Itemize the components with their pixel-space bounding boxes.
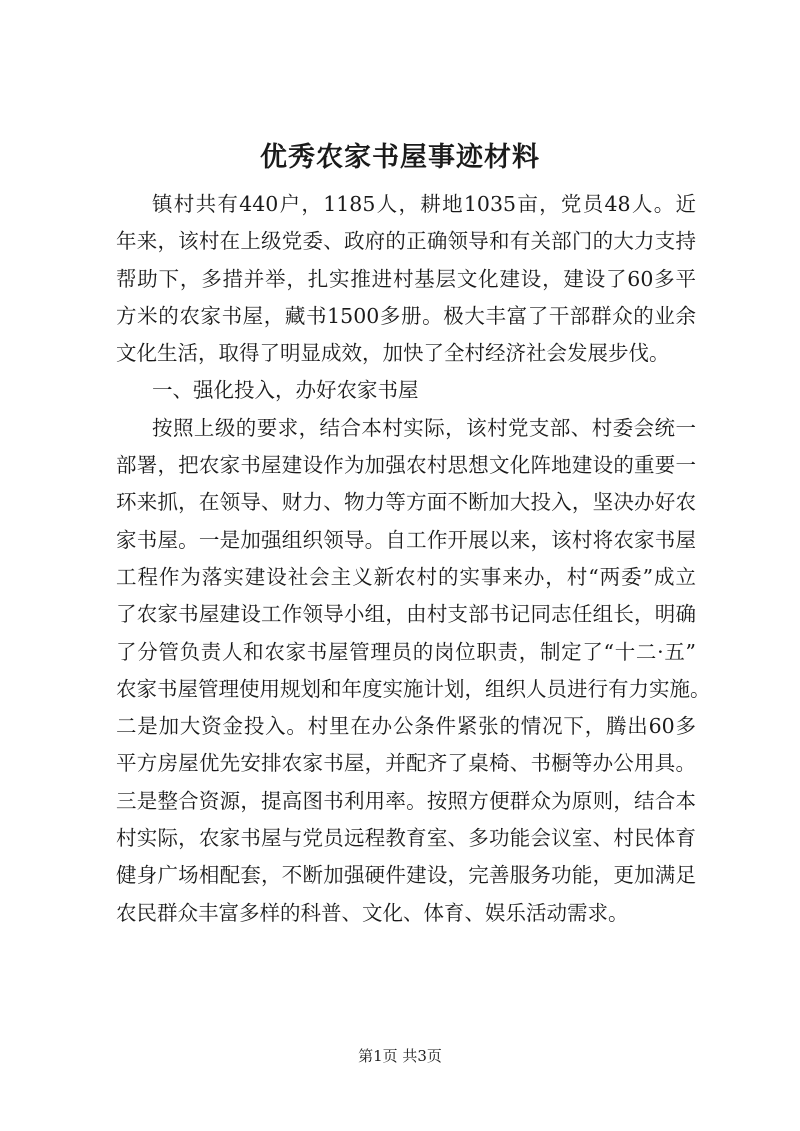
document-body <box>116 186 711 932</box>
paragraph-line: 了农家书屋建设工作领导小组，由村支部书记同志任组长，明确 <box>116 602 696 627</box>
paragraph-line: 环来抓，在领导、财力、物力等方面不断加大投入，坚决办好农 <box>116 490 696 515</box>
paragraph-line: 部署，把农家书屋建设作为加强农村思想文化阵地建设的重要一 <box>116 453 696 478</box>
paragraph-line: 工程作为落实建设社会主义新农村的实事来办，村“两委”成立 <box>116 564 696 589</box>
paragraph-line: 按照上级的要求，结合本村实际，该村党支部、村委会统一 <box>152 415 696 440</box>
paragraph-line: 健身广场相配套，不断加强硬件建设，完善服务功能，更加满足 <box>116 863 696 888</box>
page-number-footer: 第1页 共3页 <box>358 1047 442 1065</box>
paragraph-line: 农民群众丰富多样的科普、文化、体育、娱乐活动需求。 <box>116 900 629 925</box>
paragraph-line: 方米的农家书屋，藏书1500多册。极大丰富了干部群众的业余 <box>116 303 696 328</box>
paragraph-line: 镇村共有440户，1185人，耕地1035亩，党员48人。近 <box>152 192 696 216</box>
paragraph-line: 三是整合资源，提高图书利用率。按照方便群众为原则，结合本 <box>116 788 696 813</box>
paragraph-line: 平方房屋优先安排农家书屋，并配齐了桌椅、书橱等办公用具。 <box>116 751 696 776</box>
paragraph-line: 农家书屋管理使用规划和年度实施计划，组织人员进行有力实施。 <box>116 676 711 701</box>
paragraph-line: 二是加大资金投入。村里在办公条件紧张的情况下，腾出60多 <box>116 714 696 739</box>
paragraph-line: 了分管负责人和农家书屋管理员的岗位职责，制定了“十二·五” <box>116 639 696 664</box>
paragraph-line: 帮助下，多措并举，扎实推进村基层文化建设，建设了60多平 <box>116 266 696 291</box>
document-title: 优秀农家书屋事迹材料 <box>260 142 540 173</box>
section-heading: 一、强化投入，办好农家书屋 <box>152 378 419 403</box>
paragraph-line: 村实际，农家书屋与党员远程教育室、多功能会议室、村民体育 <box>116 826 696 851</box>
paragraph-line: 家书屋。一是加强组织领导。自工作开展以来，该村将农家书屋 <box>116 527 696 552</box>
paragraph-line: 年来，该村在上级党委、政府的正确领导和有关部门的大力支持 <box>116 229 696 254</box>
paragraph-line: 文化生活，取得了明显成效，加快了全村经济社会发展步伐。 <box>116 341 670 366</box>
